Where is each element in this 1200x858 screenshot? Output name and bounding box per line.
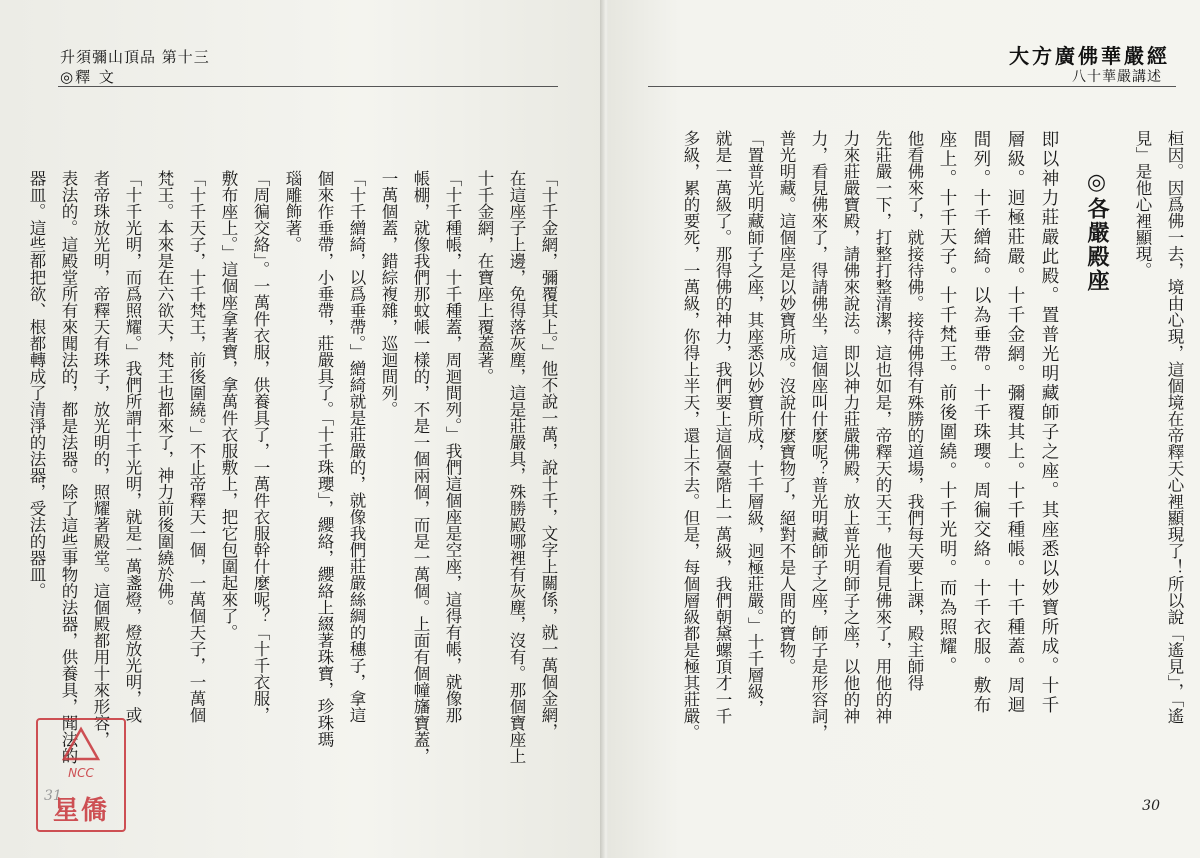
paragraph-line: 敷布座上。」這個座拿著寶，拿萬件衣服敷上，把它包圍起來了。 bbox=[219, 170, 238, 641]
paragraph-line: 「置普光明藏師子之座，其座悉以妙寶所成，十千層級，迥極莊嚴。」十千層級， bbox=[745, 130, 764, 716]
paragraph-line: 普光明藏。這個座是以妙寶所成。沒說什麼寶物了，絕對不是人間的寶物。 bbox=[777, 130, 796, 675]
paragraph-line: 桓因。因爲佛一去，境由心現，這個境在帝釋天心裡顯現了！所以說「遙見」，「遙 bbox=[1165, 130, 1184, 724]
triangle-logo-icon bbox=[61, 726, 101, 762]
ncc-watermark-stamp bbox=[36, 718, 126, 832]
right-page-number: 30 bbox=[1142, 798, 1160, 814]
paragraph-line: 先莊嚴一下，打整打整清潔，這也如是，帝釋天的天王，他看見佛來了，用他的神 bbox=[873, 130, 892, 724]
paragraph-line: 「十千繒綺，以爲垂帶。」繒綺就是莊嚴的，就像我們莊嚴絲綢的穗子，拿這 bbox=[347, 170, 366, 723]
stamp-badge-text: NCC bbox=[68, 766, 94, 780]
verse-line: 座上。十千天子。十千梵王。前後圍繞。十千光明。而為照耀。 bbox=[937, 130, 957, 676]
paragraph-line: 力來莊嚴寶殿，請佛來說法。即以神力莊嚴佛殿，放上普光明師子之座，以他的神 bbox=[841, 130, 860, 724]
paragraph-line: 一萬個蓋，錯綜複雜，巡迴間列。 bbox=[379, 170, 398, 418]
paragraph-line: 器皿。這些都把欲、根都轉成了清淨的法器，受法的器皿。 bbox=[27, 170, 46, 599]
paragraph-line: 就是一萬級了。那得佛的神力，我們要上這個臺階上一萬級，我們朝黛螺頂才一千 bbox=[713, 130, 732, 724]
left-header-chapter: 升須彌山頂品 第十三 bbox=[60, 48, 210, 66]
paragraph-line: 個來作垂帶，小垂帶，莊嚴具了。「十千珠瓔」，纓絡，纓絡上綴著珠寶，珍珠瑪 bbox=[315, 170, 334, 748]
paragraph-line: 十千金網，在寶座上覆蓋著。 bbox=[475, 170, 494, 385]
paragraph-line: 力，看見佛來了，得請佛坐，這個座叫什麼呢？普光明藏師子之座，師子是形容詞， bbox=[809, 130, 828, 741]
right-page bbox=[608, 0, 1200, 858]
right-body-text bbox=[638, 130, 1190, 790]
right-header-title: 大方廣佛華嚴經 bbox=[1009, 44, 1170, 68]
paragraph-line: 「十千種帳，十千種蓋，周迴間列。」我們這個座是空座，這得有帳，就像那 bbox=[443, 170, 462, 723]
paragraph-line: 梵王。本來是在六欲天，梵王也都來了，神力前後圍繞於佛。 bbox=[155, 170, 174, 616]
section-title: ◎各嚴殿座 bbox=[1084, 170, 1109, 293]
paragraph-line: 「十千光明，而爲照耀。」我們所謂十千光明，就是一萬盞燈，燈放光明，或 bbox=[123, 170, 142, 723]
paragraph-line: 見」是他心裡顯現。 bbox=[1133, 130, 1152, 279]
paragraph-line: 帳棚，就像我們那蚊帳一樣的，不是一個兩個，而是一萬個。上面有個幢旛寶蓋， bbox=[411, 170, 430, 764]
paragraph-line: 瑙雕飾著。 bbox=[283, 170, 302, 253]
paragraph-line: 「周徧交絡」。一萬件衣服，供養具了，一萬件衣服幹什麼呢？「十千衣服， bbox=[251, 170, 270, 723]
left-header-rule bbox=[58, 86, 558, 87]
paragraph-line: 者帝珠放光明，帝釋天有珠子，放光明的，照耀著殿堂。這個殿都用十來形容， bbox=[91, 170, 110, 748]
right-header-subtitle: 八十華嚴講述 bbox=[1072, 69, 1162, 85]
paragraph-line: 「十千金網，彌覆其上。」他不說一萬，說十千，文字上關係，就一萬個金網， bbox=[539, 170, 558, 740]
verse-line: 即以神力莊嚴此殿。置普光明藏師子之座。其座悉以妙寶所成。十千 bbox=[1039, 130, 1059, 715]
paragraph-line: 在這座子上邊，免得落灰塵，這是莊嚴具，殊勝殿哪裡有灰塵，沒有。那個寶座上 bbox=[507, 170, 526, 764]
right-header-rule bbox=[648, 86, 1176, 87]
verse-line: 層級。迥極莊嚴。十千金網。彌覆其上。十千種帳。十千種蓋。周迴 bbox=[1005, 130, 1025, 715]
paragraph-line: 多級，累的要死，一萬級，你得上半天，還上不去。但是，每個層級都是極其莊嚴。 bbox=[681, 130, 700, 741]
left-header-section: ◎釋 文 bbox=[60, 68, 116, 86]
stamp-name-text: 星僑 bbox=[52, 796, 109, 826]
paragraph-line: 「十千天子，十千梵王，前後圍繞。」不止帝釋天一個，一萬個天子，一萬個 bbox=[187, 170, 206, 723]
paragraph-line: 他看佛來了，就接待佛。接待佛得有殊勝的道場，我們每天要上課，殿主師得 bbox=[905, 130, 924, 691]
left-page-number: 31 bbox=[44, 788, 62, 804]
paragraph-line: 表法的。這殿堂所有來聞法的，都是法器。除了這些事物的法器，供養具，聞法的 bbox=[59, 170, 78, 764]
verse-line: 間列。十千繒綺。以為垂帶。十千珠瓔。周徧交絡。十千衣服。敷布 bbox=[971, 130, 991, 715]
